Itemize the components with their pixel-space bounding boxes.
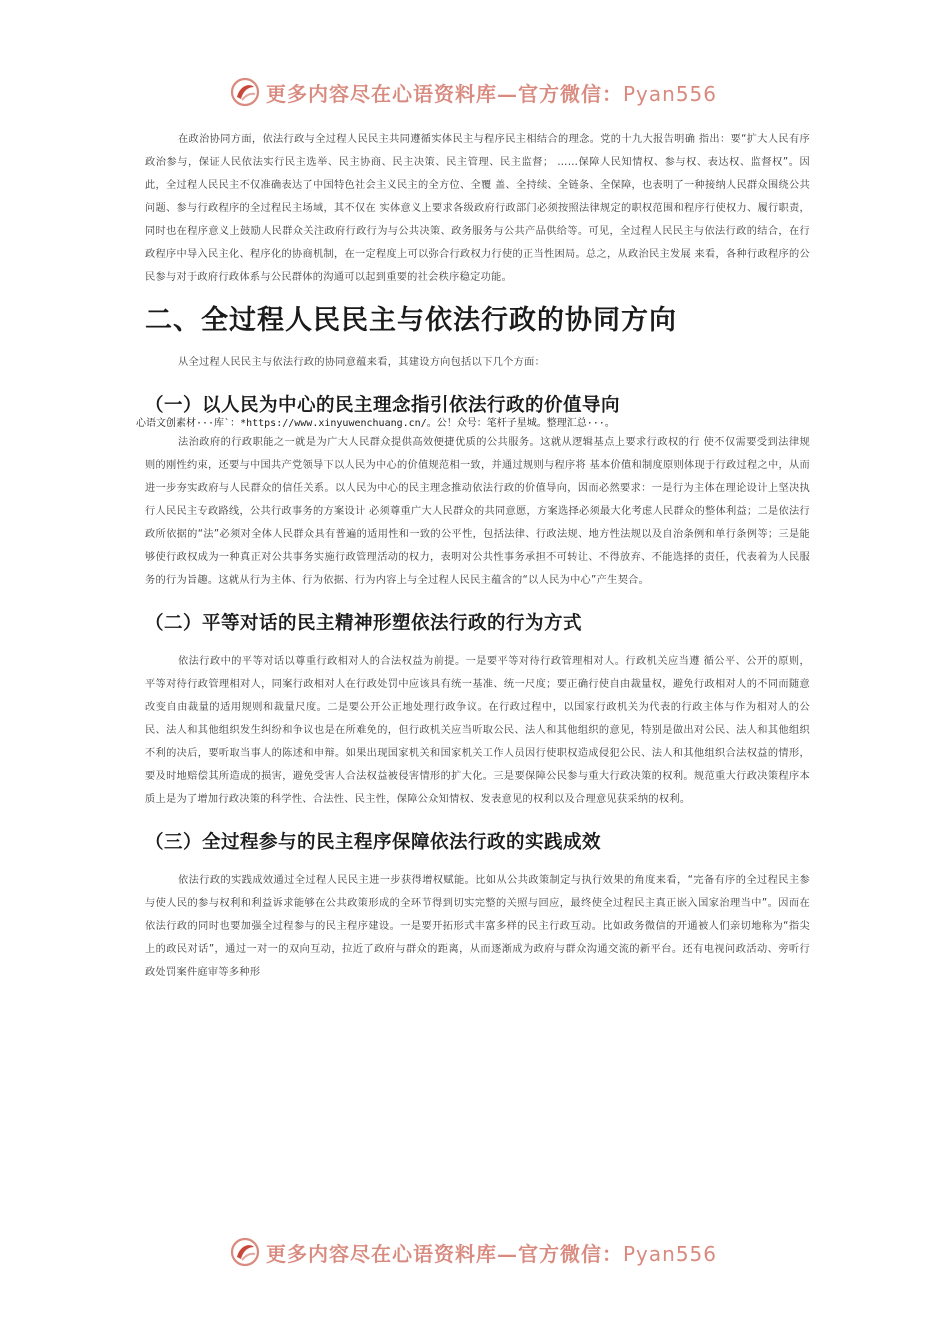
- paragraph: 依法行政中的平等对话以尊重行政相对人的合法权益为前提。一是要平等对待行政管理相对人。行政机关应当遵 循公平、公开的原则，平等对待行政管理相对人，同案行政相对人在行政处罚中应该具有统一基准、统一尺度；要正确行使自由裁量权，避免行政相对人的不同而随意改变自由裁量的适用规则和裁量尺度。二是要公开公正地处理行政争议。在行政过程中，以国家行政机关为代表的行政主体与作为相对人的公民、法人和其他组织发生纠纷和争议也是在所难免的，但行政机关应当听取公民、法人和其他组织的意见，特别是做出对公民、法人和其他组织不利的决后，要听取当事人的陈述和申辩。如果出现国家机关和国家机关工作人员因行使职权造成侵犯公民、法人和其他组织合法权益的情形， 要及时地赔偿其所造成的损害，避免受害人合法权益被侵害情形的扩大化。三是要保障公民参与重大行政决策的权利。规范重大行政决策程序本质上是为了增加行政决策的科学性、合法性、民主性，保障公众知情权、发表意见的权利以及合理意见获采纳的权利。: [145, 656, 810, 805]
- banner-wechat-id: Pyan556: [623, 1241, 718, 1266]
- watermark-text: 心语文创素材···库`：*https://www.xinyuwenchuang.cn/。公！众号：笔杆子星城。整理汇总···。: [136, 418, 615, 429]
- paragraph: 法治政府的行政职能之一就是为广大人民群众提供高效便捷优质的公共服务。这就从逻辑基点上要求行政权的行 使不仅需要受到法律规则的刚性约束，还要与中国共产党领导下以人民为中心的价值规范相一致，并通过规则与程序将 基本价值和制度原则体现于行政过程之中，从而进一步夯实政府与人民群众的信任关系。以人民为中心的民主理念推动依法行政的价值导向，因而必然要求：一是行为主体在理论设计上坚决执行人民民主专政路线，公共行政事务的方案设计 必须尊重广大人民群众的共同意愿，方案选择必须最大化考虑人民群众的整体利益；二是依法行政所依据的“法”必须对全体人民群众具有普遍的适用性和一致的公平性，包括法律、行政法规、地方性法规以及自治条例和单行条例等；三是能够使行政权成为一种真正对公共事务实施行政管理活动的权力，表明对公共性事务承担不可转让、不得放弃、不能选择的责任，代表着为人民服务的行为旨趣。这就从行为主体、行为依据、行为内容上与全过程人民民主蕴含的“以人民为中心”产生契合。: [145, 437, 810, 586]
- subsection-heading-1: （一）以人民为中心的民主理念指引依法行政的价值导向: [145, 395, 621, 416]
- document-body: [136, 128, 810, 984]
- banner-text: 更多内容尽在心语资料库—官方微信：Pyan556: [266, 1241, 718, 1266]
- leaf-swirl-logo-icon: [228, 75, 262, 109]
- subsection-heading-2: （二）平等对话的民主精神形塑依法行政的行为方式: [145, 613, 583, 634]
- paragraph: 依法行政的实践成效通过全过程人民民主进一步获得增权赋能。比如从公共政策制定与执行效果的角度来看，“完备有序的全过程民主参与使人民的参与权利和利益诉求能够在公共政策形成的全环节得到切实完整的关照与回应，最终使全过程民主真正嵌入国家治理当中”。因而在依法行政的同时也要加强全过程参与的民主程序建设。一是要开拓形式丰富多样的民主行政互动。比如政务微信的开通被人们亲切地称为“指尖上的政民对话”，通过一对一的双向互动，拉近了政府与群众的距离，从而逐渐成为政府与群众沟通交流的新平台。还有电视问政活动、旁听行政处罚案件庭审等多种形: [145, 875, 810, 978]
- footer-banner: [228, 1232, 748, 1272]
- banner-text: 更多内容尽在心语资料库—官方微信：Pyan556: [266, 81, 718, 106]
- header-banner: [228, 72, 748, 112]
- banner-wechat-id: Pyan556: [623, 81, 718, 106]
- section-heading: 二、全过程人民民主与依法行政的协同方向: [145, 305, 677, 336]
- subsection-heading-3: （三）全过程参与的民主程序保障依法行政的实践成效: [145, 832, 602, 853]
- paragraph: 在政治协同方面，依法行政与全过程人民民主共同遵循实体民主与程序民主相结合的理念。党的十九大报告明确 指出：要“扩大人民有序政治参与，保证人民依法实行民主选举、民主协商、民主决策、民主管理、民主监督； ……保障人民知情权、参与权、表达权、监督权”。因此，全过程人民民主不仅准确表达了中国特色社会主义民主的全方位、全覆 盖、全持续、全链条、全保障，也表明了一种接纳人民群众围绕公共问题、参与行政程序的全过程民主场域，其不仅在 实体意义上要求各级政府行政部门必须按照法律规定的职权范围和程序行使权力、履行职责，同时也在程序意义上鼓励人民群众关注政府行政行为与公共决策、政务服务与公共产品供给等。可见，全过程人民民主与依法行政的结合，在行政程序中导入民主化、程序化的协商机制，在一定程度上可以弥合行政权力行使的正当性困局。总之，从政治民主发展 来看，各种行政程序的公民参与对于政府行政体系与公民群体的沟通可以起到重要的社会秩序稳定功能。: [145, 134, 810, 283]
- section-intro: 从全过程人民民主与依法行政的协同意蕴来看，其建设方向包括以下几个方面：: [178, 357, 546, 368]
- leaf-swirl-logo-icon: [228, 1235, 262, 1269]
